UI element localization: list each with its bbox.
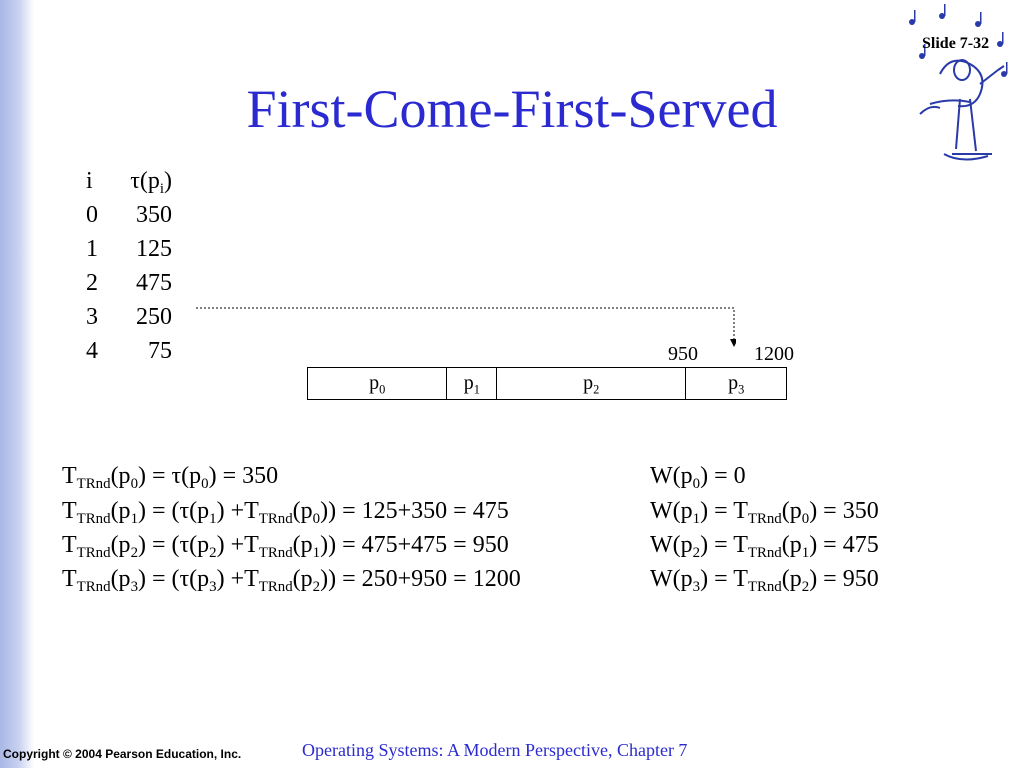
conductor-logo-icon <box>900 4 1024 170</box>
footer-copyright: Copyright © 2004 Pearson Education, Inc. <box>3 747 242 761</box>
slide-title: First-Come-First-Served <box>246 79 778 139</box>
wait-line-0: $W(p_0) = 0$ <box>650 463 746 493</box>
turnaround-line-1: $T_{TRnd}(p_1) = (\tau(p_1) +T_{TRnd}(p_0)) = 125+350 = 475$ <box>62 498 509 528</box>
gantt-block-p2: $p_2$ <box>497 368 686 399</box>
table-row: 4 75 <box>86 338 172 364</box>
footer-course-title: Operating Systems: A Modern Perspective, Chapter 7 <box>302 740 688 760</box>
gantt-block-p0: $p_0$ <box>308 368 447 399</box>
table-row: 1 125 <box>86 236 172 262</box>
dotted-arrow-connector <box>196 307 736 347</box>
gantt-label-1200: 1200 <box>754 343 794 365</box>
gantt-label-950: 950 <box>668 343 698 365</box>
wait-line-3: $W(p_3) = T_{TRnd}(p_2) = 950$ <box>650 566 879 596</box>
service-time-table <box>86 164 172 368</box>
wait-line-1: $W(p_1) = T_{TRnd}(p_0) = 350$ <box>650 498 879 528</box>
gantt-block-p3: $p_3$ <box>728 372 745 397</box>
turnaround-line-0: $T_{TRnd}(p_0) = \tau(p_0) = 350$ <box>62 463 279 493</box>
table-row: 0 350 <box>86 202 172 228</box>
gantt-block-p1: $p_1$ <box>447 368 497 399</box>
gantt-chart <box>307 367 787 400</box>
turnaround-line-2: $T_{TRnd}(p_2) = (\tau(p_2) +T_{TRnd}(p_1)) = 475+475 = 950$ <box>62 532 509 562</box>
wait-line-2: $W(p_2) = T_{TRnd}(p_1) = 475$ <box>650 532 879 562</box>
header-tau: $\tau(p_i)$ <box>130 168 172 198</box>
table-row: 2 475 <box>86 270 172 296</box>
slide-number: Slide 7-32 <box>922 35 990 52</box>
header-i: i <box>86 168 93 194</box>
table-row: 3 250 <box>86 304 172 330</box>
turnaround-line-3: $T_{TRnd}(p_3) = (\tau(p_3) +T_{TRnd}(p_2)) = 250+950 = 1200$ <box>62 566 521 596</box>
table-header-row <box>86 164 172 198</box>
